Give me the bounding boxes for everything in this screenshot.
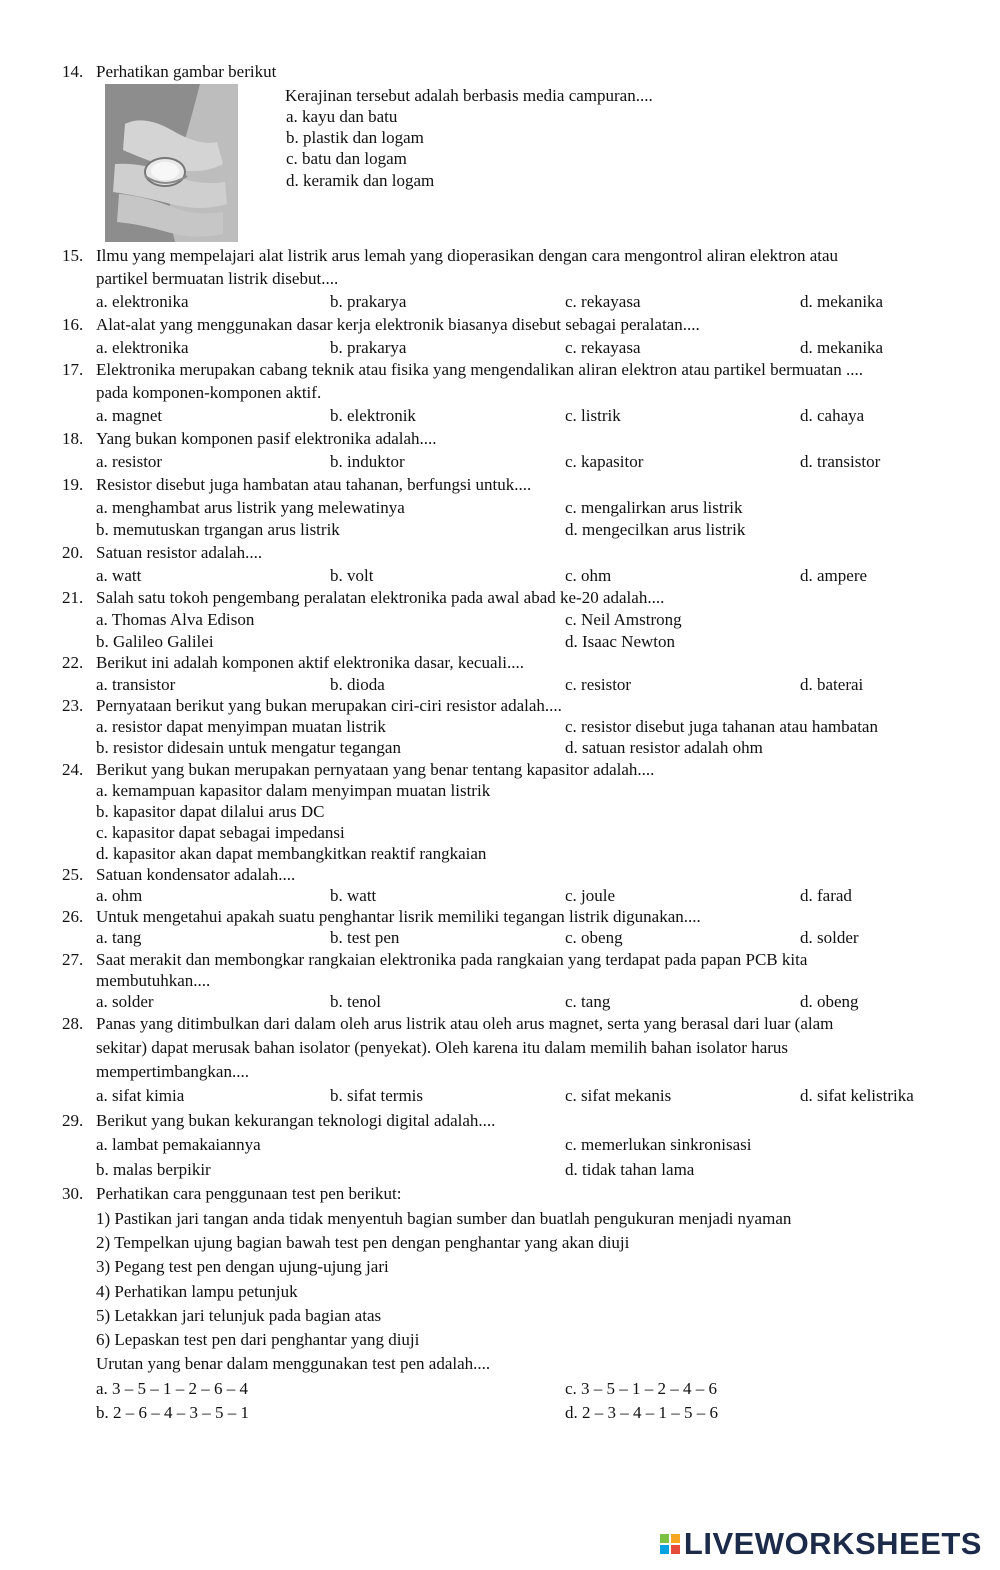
q14-option-d[interactable]: d. keramik dan logam (286, 171, 435, 190)
q24-option-c[interactable]: c. kapasitor dapat sebagai impedansi (96, 823, 345, 842)
q24-number: 24. (62, 760, 84, 779)
q15-option-d[interactable]: d. mekanika (800, 292, 884, 311)
q23-text: Pernyataan berikut yang bukan merupakan ciri-ciri resistor adalah.... (96, 696, 562, 715)
q20-number: 20. (62, 543, 84, 562)
q30-step-1: 1) Pastikan jari tangan anda tidak menyentuh bagian sumber dan buatlah pengukuran menjadi nyaman (96, 1209, 792, 1228)
q20-text: Satuan resistor adalah.... (96, 543, 263, 562)
q19-option-d[interactable]: d. mengecilkan arus listrik (565, 520, 746, 539)
q15-option-b[interactable]: b. prakarya (330, 292, 407, 311)
q16-option-d[interactable]: d. mekanika (800, 338, 884, 357)
q14-number: 14. (62, 62, 84, 81)
q25-option-d[interactable]: d. farad (800, 886, 852, 905)
q25-text: Satuan kondensator adalah.... (96, 865, 296, 884)
q17-option-a[interactable]: a. magnet (96, 406, 163, 425)
q29-option-a[interactable]: a. lambat pemakaiannya (96, 1135, 261, 1154)
liveworksheets-logo-icon (660, 1534, 680, 1554)
q30-step-4: 4) Perhatikan lampu petunjuk (96, 1282, 298, 1301)
liveworksheets-brand-text: LIVEWORKSHEETS (683, 1526, 982, 1561)
q15-option-c[interactable]: c. rekayasa (565, 292, 641, 311)
q16-option-b[interactable]: b. prakarya (330, 338, 407, 357)
q19-option-a[interactable]: a. menghambat arus listrik yang melewatinya (96, 498, 405, 517)
logo-square-2 (671, 1534, 680, 1543)
q26-option-a[interactable]: a. tang (96, 928, 142, 947)
q24-option-a[interactable]: a. kemampuan kapasitor dalam menyimpan muatan listrik (96, 781, 491, 800)
q16-option-c[interactable]: c. rekayasa (565, 338, 641, 357)
q27-number: 27. (62, 950, 84, 969)
q29-option-c[interactable]: c. memerlukan sinkronisasi (565, 1135, 752, 1154)
q28-number: 28. (62, 1014, 84, 1033)
q28-option-b[interactable]: b. sifat termis (330, 1086, 424, 1105)
q14-option-a[interactable]: a. kayu dan batu (286, 107, 398, 126)
q30-step-2: 2) Tempelkan ujung bagian bawah test pen dengan penghantar yang akan diuji (96, 1233, 630, 1252)
q27-text-line1: Saat merakit dan membongkar rangkaian elektronika pada rangkaian yang terdapat pada papan PCB kita (96, 950, 808, 969)
q18-option-c[interactable]: c. kapasitor (565, 452, 644, 471)
q14-option-c[interactable]: c. batu dan logam (286, 149, 407, 168)
q26-option-b[interactable]: b. test pen (330, 928, 400, 947)
q18-option-a[interactable]: a. resistor (96, 452, 163, 471)
q16-text: Alat-alat yang menggunakan dasar kerja elektronik biasanya disebut sebagai peralatan.... (96, 315, 700, 334)
q24-text: Berikut yang bukan merupakan pernyataan yang benar tentang kapasitor adalah.... (96, 760, 655, 779)
q26-number: 26. (62, 907, 84, 926)
q17-text-line1: Elektronika merupakan cabang teknik atau fisika yang mengendalikan aliran elektron atau partikel bermuatan .... (96, 360, 864, 379)
q30-step-6: 6) Lepaskan test pen dari penghantar yang diuji (96, 1330, 420, 1349)
q23-number: 23. (62, 696, 84, 715)
q19-number: 19. (62, 475, 84, 494)
q20-option-d[interactable]: d. ampere (800, 566, 868, 585)
q28-option-c[interactable]: c. sifat mekanis (565, 1086, 672, 1105)
q22-option-c[interactable]: c. resistor (565, 675, 632, 694)
q23-option-d[interactable]: d. satuan resistor adalah ohm (565, 738, 763, 757)
q25-number: 25. (62, 865, 84, 884)
q15-option-a[interactable]: a. elektronika (96, 292, 189, 311)
q22-option-a[interactable]: a. transistor (96, 675, 176, 694)
q20-option-c[interactable]: c. ohm (565, 566, 612, 585)
q19-option-c[interactable]: c. mengalirkan arus listrik (565, 498, 743, 517)
q20-option-a[interactable]: a. watt (96, 566, 142, 585)
q14-stem: Kerajinan tersebut adalah berbasis media campuran.... (285, 86, 653, 105)
q27-text-line2: membutuhkan.... (96, 971, 211, 990)
q23-option-b[interactable]: b. resistor didesain untuk mengatur tegangan (96, 738, 401, 757)
q27-option-a[interactable]: a. solder (96, 992, 154, 1011)
q23-option-a[interactable]: a. resistor dapat menyimpan muatan listrik (96, 717, 386, 736)
q14-text: Perhatikan gambar berikut (96, 62, 277, 81)
q27-option-d[interactable]: d. obeng (800, 992, 859, 1011)
logo-square-1 (660, 1534, 669, 1543)
q23-option-c[interactable]: c. resistor disebut juga tahanan atau hambatan (565, 717, 878, 736)
q28-text-line3: mempertimbangkan.... (96, 1062, 249, 1081)
q28-text-line1: Panas yang ditimbulkan dari dalam oleh arus listrik atau oleh arus magnet, serta yang berasal dari luar (alam (96, 1014, 834, 1033)
q26-option-c[interactable]: c. obeng (565, 928, 623, 947)
q28-option-d[interactable]: d. sifat kelistrika (800, 1086, 914, 1105)
q29-number: 29. (62, 1111, 84, 1130)
q15-text-line1: Ilmu yang mempelajari alat listrik arus lemah yang dioperasikan dengan cara mengontrol aliran elektron atau (96, 246, 839, 265)
liveworksheets-logo[interactable] (660, 1526, 982, 1562)
q24-option-b[interactable]: b. kapasitor dapat dilalui arus DC (96, 802, 325, 821)
q15-number: 15. (62, 246, 84, 265)
q30-option-a[interactable]: a. 3 – 5 – 1 – 2 – 6 – 4 (96, 1379, 249, 1398)
q18-option-b[interactable]: b. induktor (330, 452, 405, 471)
q30-number: 30. (62, 1184, 84, 1203)
q25-option-a[interactable]: a. ohm (96, 886, 143, 905)
q21-option-c[interactable]: c. Neil Amstrong (565, 610, 682, 629)
q30-step-5: 5) Letakkan jari telunjuk pada bagian atas (96, 1306, 382, 1325)
q16-number: 16. (62, 315, 84, 334)
q30-text: Perhatikan cara penggunaan test pen berikut: (96, 1184, 402, 1203)
q28-option-a[interactable]: a. sifat kimia (96, 1086, 185, 1105)
q30-step-3: 3) Pegang test pen dengan ujung-ujung jari (96, 1257, 389, 1276)
q20-option-b[interactable]: b. volt (330, 566, 374, 585)
q21-option-d[interactable]: d. Isaac Newton (565, 632, 675, 651)
q25-option-c[interactable]: c. joule (565, 886, 616, 905)
q29-option-d[interactable]: d. tidak tahan lama (565, 1160, 695, 1179)
q17-option-c[interactable]: c. listrik (565, 406, 621, 425)
q21-option-a[interactable]: a. Thomas Alva Edison (96, 610, 255, 629)
q14-option-b[interactable]: b. plastik dan logam (286, 128, 424, 147)
q18-number: 18. (62, 429, 84, 448)
q17-option-b[interactable]: b. elektronik (330, 406, 416, 425)
q22-option-b[interactable]: b. dioda (330, 675, 385, 694)
logo-square-3 (660, 1545, 669, 1554)
q29-option-b[interactable]: b. malas berpikir (96, 1160, 211, 1179)
q19-option-b[interactable]: b. memutuskan trgangan arus listrik (96, 520, 340, 539)
q15-text-line2: partikel bermuatan listrik disebut.... (96, 269, 339, 288)
q22-text: Berikut ini adalah komponen aktif elektronika dasar, kecuali.... (96, 653, 524, 672)
q17-number: 17. (62, 360, 84, 379)
q27-option-c[interactable]: c. tang (565, 992, 611, 1011)
ring-on-hand-image (105, 84, 238, 242)
q30-option-b[interactable]: b. 2 – 6 – 4 – 3 – 5 – 1 (96, 1403, 249, 1422)
q26-text: Untuk mengetahui apakah suatu penghantar lisrik memiliki tegangan listrik digunakan.... (96, 907, 701, 926)
q30-prompt: Urutan yang benar dalam menggunakan test pen adalah.... (96, 1354, 491, 1373)
q17-option-d[interactable]: d. cahaya (800, 406, 865, 425)
q22-number: 22. (62, 653, 84, 672)
q29-text: Berikut yang bukan kekurangan teknologi digital adalah.... (96, 1111, 496, 1130)
q21-number: 21. (62, 588, 84, 607)
q30-option-d[interactable]: d. 2 – 3 – 4 – 1 – 5 – 6 (565, 1403, 718, 1422)
q27-option-b[interactable]: b. tenol (330, 992, 381, 1011)
q26-option-d[interactable]: d. solder (800, 928, 859, 947)
q30-option-c[interactable]: c. 3 – 5 – 1 – 2 – 4 – 6 (565, 1379, 718, 1398)
q18-text: Yang bukan komponen pasif elektronika adalah.... (96, 429, 437, 448)
q28-text-line2: sekitar) dapat merusak bahan isolator (penyekat). Oleh karena itu dalam memilih bahan isolator harus (96, 1038, 789, 1057)
q19-text: Resistor disebut juga hambatan atau tahanan, berfungsi untuk.... (96, 475, 532, 494)
q22-option-d[interactable]: d. baterai (800, 675, 864, 694)
q21-option-b[interactable]: b. Galileo Galilei (96, 632, 214, 651)
ring-photo (105, 84, 238, 242)
logo-square-4 (671, 1545, 680, 1554)
q24-option-d[interactable]: d. kapasitor akan dapat membangkitkan reaktif rangkaian (96, 844, 487, 863)
q21-text: Salah satu tokoh pengembang peralatan elektronika pada awal abad ke-20 adalah.... (96, 588, 665, 607)
q18-option-d[interactable]: d. transistor (800, 452, 881, 471)
q17-text-line2: pada komponen-komponen aktif. (96, 383, 322, 402)
q16-option-a[interactable]: a. elektronika (96, 338, 189, 357)
q25-option-b[interactable]: b. watt (330, 886, 377, 905)
